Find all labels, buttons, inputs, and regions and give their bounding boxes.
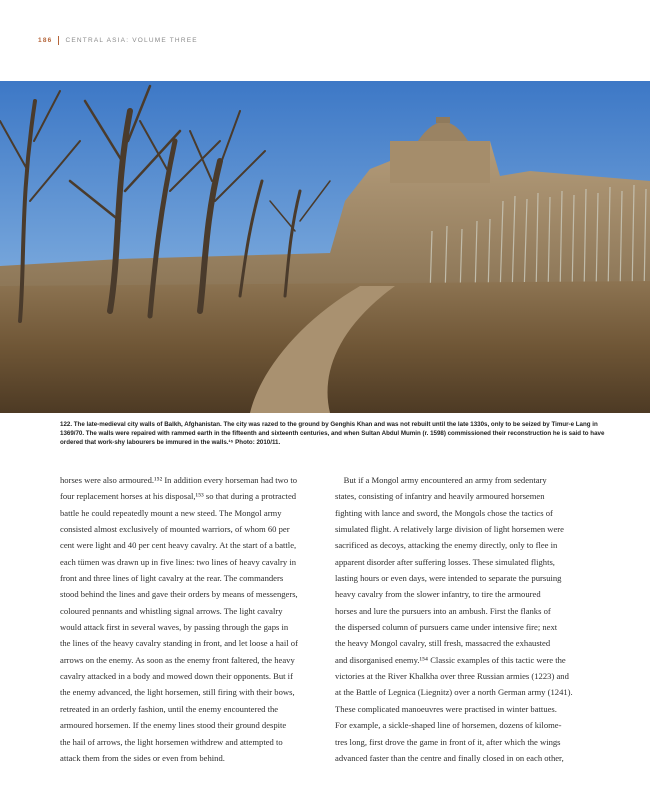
text-line: the heavy Mongol cavalry, still fresh, massacred the exhausted (335, 638, 551, 649)
text-line: each tümen was drawn up in five lines: two lines of heavy cavalry in (60, 556, 297, 567)
text-line: arrows on the enemy. As soon as the enemy front faltered, the heavy (60, 654, 295, 665)
text-line: front and three lines of light cavalry at the rear. The commanders (60, 573, 284, 584)
text-line: stood behind the lines and gave their orders by means of messengers, (60, 589, 298, 600)
text-line: the hail of arrows, the light horsemen withdrew and attempted to (60, 736, 283, 747)
text-line: lasting hours or even days, were intended to separate the pursuing (335, 573, 562, 584)
text-line: and disorganised enemy.¹⁵⁴ Classic examples of this tactic were the (335, 654, 566, 665)
text-line: armoured horsemen. If the enemy lines stood their ground despite (60, 720, 287, 731)
header-divider (58, 36, 59, 45)
text-line: cavalry attacked in a body and mowed down their opponents. But if (60, 671, 293, 682)
text-line: horses and lure the pursuers into an ambush. First the flanks of (335, 605, 551, 616)
running-title: CENTRAL ASIA: VOLUME THREE (65, 37, 198, 44)
text-line: For example, a sickle-shaped line of horsemen, dozens of kilome- (335, 720, 562, 731)
text-line: advanced faster than the centre and finally closed in on each other, (335, 752, 564, 763)
text-line: states, consisting of infantry and heavily armoured horsemen (335, 491, 545, 502)
text-line: cent were light and 40 per cent heavy cavalry. At the start of a battle, (60, 540, 297, 551)
text-line: consisted almost exclusively of mounted warriors, of whom 60 per (60, 524, 290, 535)
text-line: the enemy advanced, the light horsemen, still firing with their bows, (60, 687, 295, 698)
text-line: the lines of the heavy cavalry standing in front, and let loose a hail of (60, 638, 298, 649)
text-line: But if a Mongol army encountered an army from sedentary (335, 475, 547, 485)
figure-caption: 122. The late-medieval city walls of Balkh, Afghanistan. The city was razed to the ground by Genghis Khan and was not rebuilt until the late 1330s, only to be seized by Timur-e Lang in 1369/70. The walls were repaired with rammed earth in the fifteenth and sixteenth centuries, and when Sultan Abdul Mumin (r. 1598) commissioned their reconstruction he is said to have ordered that work-shy labourers be immured in the walls.¹⁵ Photo: 2010/11. (60, 421, 605, 446)
text-line: sacrificed as decoys, attacking the enemy directly, only to flee in (335, 540, 558, 551)
body-column-right (335, 472, 597, 766)
text-line: horses were also armoured.¹⁵² In addition every horseman had two to (60, 475, 298, 485)
text-line: fighting with lance and sword, the Mongols chose the tactics of (335, 507, 553, 518)
running-header (38, 36, 198, 45)
text-line: four replacement horses at his disposal,¹⁵³ so that during a protracted (60, 491, 297, 502)
text-line: attack them from the sides or even from behind. (60, 752, 225, 763)
text-line: the dispersed column of pursuers came under intensive fire; next (335, 622, 558, 633)
text-line: at the Battle of Legnica (Liegnitz) over a north German army (1241). (335, 687, 573, 698)
text-line: battle he could repeatedly mount a new steed. The Mongol army (60, 507, 282, 518)
body-column-left (60, 472, 322, 766)
text-line: retreated in an orderly fashion, until the enemy encountered the (60, 703, 279, 714)
text-line: victories at the River Khalkha over three Russian armies (1223) and (335, 671, 569, 682)
text-line: These complicated manoeuvres were practised in winter battues. (335, 703, 557, 714)
text-line: apparent disorder after suffering losses. These simulated flights, (335, 556, 555, 567)
text-line: tres long, first drove the game in front of it, after which the wings (335, 736, 561, 747)
balkh-city-walls-photo (0, 81, 650, 413)
text-line: heavy cavalry from the slower infantry, to tire the armoured (335, 589, 541, 600)
text-line: simulated flight. A relatively large division of light horsemen were (335, 524, 564, 535)
text-line: would attack first in several waves, by passing through the gaps in (60, 622, 289, 633)
page-number: 186 (38, 37, 53, 44)
text-line: coloured pennants and whistling signal arrows. The light cavalry (60, 605, 283, 616)
